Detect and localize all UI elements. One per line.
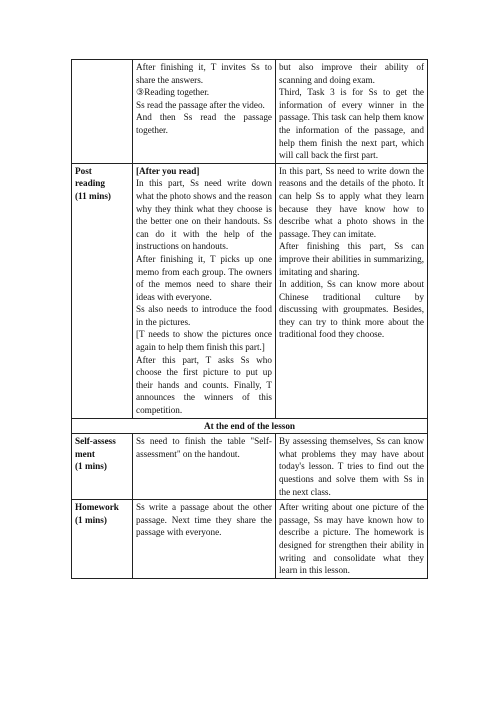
activity-cell <box>133 60 276 164</box>
activity-heading: [After you read] <box>136 165 200 176</box>
activity-cell <box>133 163 276 418</box>
purpose-text: In addition, Ss can know more about Chinese traditional culture by discussing with groupmates. Besides, they can try to think more about the traditional food they choose. <box>279 279 424 340</box>
table-row-continuation <box>72 60 428 164</box>
activity-text: And then Ss read the passage together. <box>136 112 272 135</box>
table-row-post-reading <box>72 163 428 418</box>
lesson-plan-table <box>71 59 428 579</box>
stage-cell <box>72 500 133 579</box>
activity-text: After finishing it, T invites Ss to share the answers. <box>136 62 272 85</box>
purpose-cell <box>276 163 428 418</box>
stage-cell-empty <box>72 60 133 164</box>
table-row-self-assessment <box>72 434 428 500</box>
activity-text: After finishing it, T picks up one memo from each group. The owners of the memos need to share their ideas with everyone. <box>136 253 272 302</box>
activity-text: [T needs to show the pictures once again to help them finish this part.] <box>136 329 272 353</box>
stage-duration: (11 mins) <box>75 190 111 201</box>
stage-duration: (1 mins) <box>75 514 107 525</box>
stage-label: reading <box>75 178 105 189</box>
stage-label: Self-assess <box>75 436 116 447</box>
stage-cell <box>72 163 133 418</box>
stage-label: ment <box>75 448 95 459</box>
activity-cell: Ss need to finish the table "Self-assessment" on the handout. <box>133 434 276 500</box>
purpose-text: but also improve their ability of scanning and doing exam. <box>279 62 424 85</box>
table-section-header-row <box>72 418 428 434</box>
stage-duration: (1 mins) <box>75 461 107 472</box>
activity-text: ③Reading together. <box>136 87 210 98</box>
stage-label: Homework <box>75 502 119 513</box>
table-row-homework <box>72 500 428 579</box>
section-heading: At the end of the lesson <box>72 418 428 434</box>
activity-text: Ss read the passage after the video. <box>136 99 265 110</box>
purpose-text: After finishing this part, Ss can improve their abilities in summarizing, imitating and sharing. <box>279 241 424 277</box>
activity-text: In this part, Ss need write down what the photo shows and the reason why they think what they choose is the better one on their handouts. Ss can do it with the help of the instructions on handouts. <box>136 178 272 252</box>
purpose-cell: By assessing themselves, Ss can know what problems they may have about today's lesson. T tries to find out the questions and solve them with Ss in the next class. <box>276 434 428 500</box>
activity-text: After this part, T asks Ss who choose the first picture to put up their hands and counts. Finally, T announces the winners of this competition. <box>136 354 272 416</box>
activity-cell: Ss write a passage about the other passage. Next time they share the passage with everyone. <box>133 500 276 579</box>
purpose-cell: After writing about one picture of the passage, Ss may have known how to describe a picture. The homework is designed for strengthen their ability in writing and consolidate what they learn in this lesson. <box>276 500 428 579</box>
purpose-text: Third, Task 3 is for Ss to get the information of every winner in the passage. This task can help them know the information of the passage, and help them finish the next part, which will call back the first part. <box>279 87 424 161</box>
stage-cell <box>72 434 133 500</box>
activity-text: Ss also needs to introduce the food in the pictures. <box>136 304 272 327</box>
stage-label: Post <box>75 165 92 176</box>
purpose-text: In this part, Ss need to write down the reasons and the details of the photo. It can help Ss to apply what they learn because they have know how to describe what a photo shows in the passage. They can imitate. <box>279 165 424 239</box>
purpose-cell <box>276 60 428 164</box>
